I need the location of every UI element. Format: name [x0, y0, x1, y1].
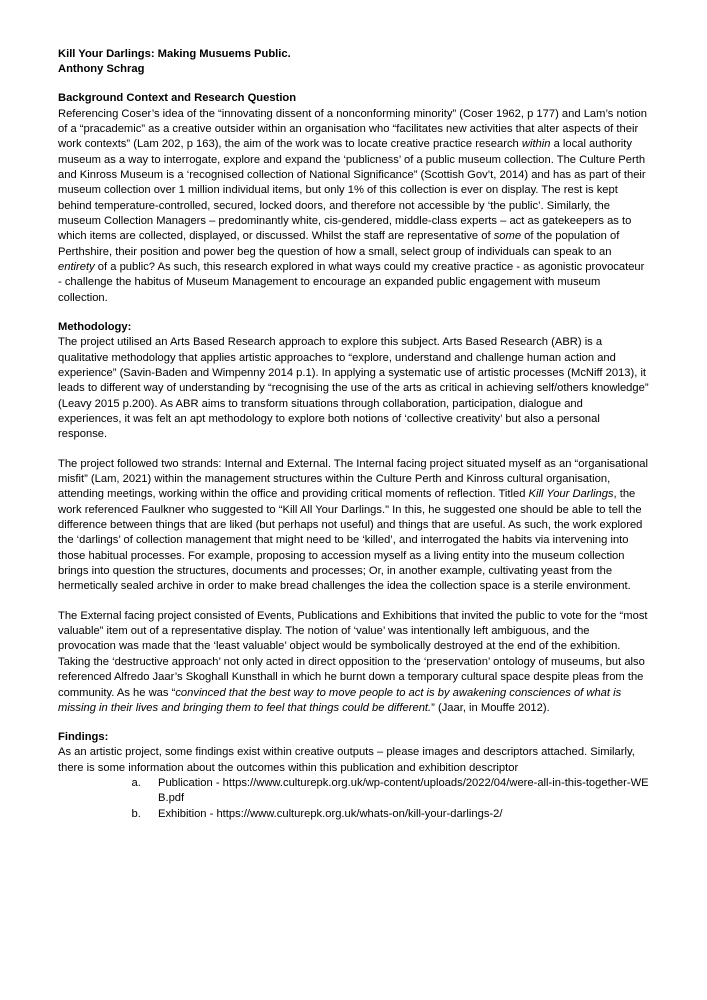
document-author: Anthony Schrag — [58, 63, 145, 76]
findings-list — [144, 776, 649, 822]
paragraph-methodology-1: The project utilised an Arts Based Research approach to explore this subject. Arts Based Research (ABR) is a qualitative methodology that applies artistic approaches to “explore, understand and challenge human action and experience” (Savin-Baden and Wimpenny 2014 p.1). In applying a systematic use of artistic processes (McNiff 2013), it leads to different way of understanding by “recognising the use of the arts as critical in achieving self/others knowledge” (Leavy 2015 p.200). As ABR aims to transform situations through collaboration, participation, dialogue and experiences, it was felt an apt methodology to explore both notions of ‘collective creativity’ but also a personal response. — [58, 336, 649, 441]
paragraph-findings-1: As an artistic project, some findings exist within creative outputs – please images and descriptors attached. Similarly, there is some information about the outcomes within this publication and exhibition descriptor — [58, 746, 635, 774]
paragraph-methodology-3: The External facing project consisted of Events, Publications and Exhibitions that invited the public to vote for the “most valuable” item out of a representative display. The notion of ‘value’ was intentionally left ambiguous, and the provocation was made that the ‘least valuable’ object would be symbolically destroyed at the end of the exhibition. Taking the ‘destructive approach’ not only acted in direct opposition to the ‘preservation’ ontology of museums, but also referenced Alfredo Jaar’s Skoghall Kunsthall in which he burnt down a temporary cultural space despite pleas from the community. As he was “convinced that the best way to move people to act is by awakening consciences of what is missing in their lives and bringing them to feel that things could be different.” (Jaar, in Mouffe 2012). — [58, 609, 648, 714]
paragraph-methodology-2: The project followed two strands: Internal and External. The Internal facing project situated myself as an “organisational misfit” (Lam, 2021) within the management structures within the Culture Perth and Kinross cultural organisation, attending meetings, working within the office and providing critical moments of reflection. Titled Kill Your Darlings, the work referenced Faulkner who suggested to “Kill All Your Darlings." In this, he suggested one should be able to tell the difference between things that are liked (but perhaps not useful) and things that are useful. As such, the work explored the ‘darlings’ of collection management that might need to be ‘killed’, and interrogated the habits via intervening into those habitual processes. For example, proposing to accession myself as a living entity into the museum collection brings into question the structures, documents and processes; Or, in another example, cultivating yeast from the hermetically sealed archive in order to make bread challenges the idea the collection space is a sterile environment. — [58, 457, 648, 593]
section-heading-methodology: Methodology: — [58, 321, 132, 334]
section-heading-findings: Findings: — [58, 731, 109, 744]
title-block — [58, 47, 649, 77]
paragraph-background-1: Referencing Coser’s idea of the “innovating dissent of a nonconforming minority” (Coser 1962, p 177) and Lam’s notion of a “pracademic” as a creative outsider within an organisation who “facilitates new activities that alter aspects of their work contexts” (Lam 202, p 163), the aim of the work was to locate creative practice research within a local authority museum as a way to interrogate, explore and expand the ‘publicness’ of a public museum collection. The Culture Perth and Kinross Museum is a ‘recognised collection of National Significance” (Scottish Gov’t, 2014) and has as part of their museum collection over 1 million individual items, but only 1% of this collection is ever on display. The rest is kept behind temperature-controlled, secured, locked doors, and therefore not accessible by ‘the public’. Similarly, the museum Collection Managers – predominantly white, cis-gendered, middle-class experts – act as gatekeepers as to which items are collected, displayed, or discussed. Whilst the staff are representative of some of the population of Perthshire, their position and power beg the question of how a small, select group of individuals can speak to an entirety of a public? As such, this research explored in what ways could my creative practice - as agonistic provocateur - challenge the habitus of Museum Management to encourage an expanded public engagement with museum collection. — [58, 107, 647, 304]
section-heading-background: Background Context and Research Question — [58, 92, 297, 105]
list-item[interactable]: b. Exhibition - https://www.culturepk.org.uk/whats-on/kill-your-darlings-2/ — [144, 807, 649, 822]
list-item[interactable]: a. Publication - https://www.culturepk.org.uk/wp-content/uploads/2022/04/were-all-in-this-together-WEB.pdf — [144, 776, 649, 807]
document-title: Kill Your Darlings: Making Musuems Public. — [58, 48, 291, 60]
